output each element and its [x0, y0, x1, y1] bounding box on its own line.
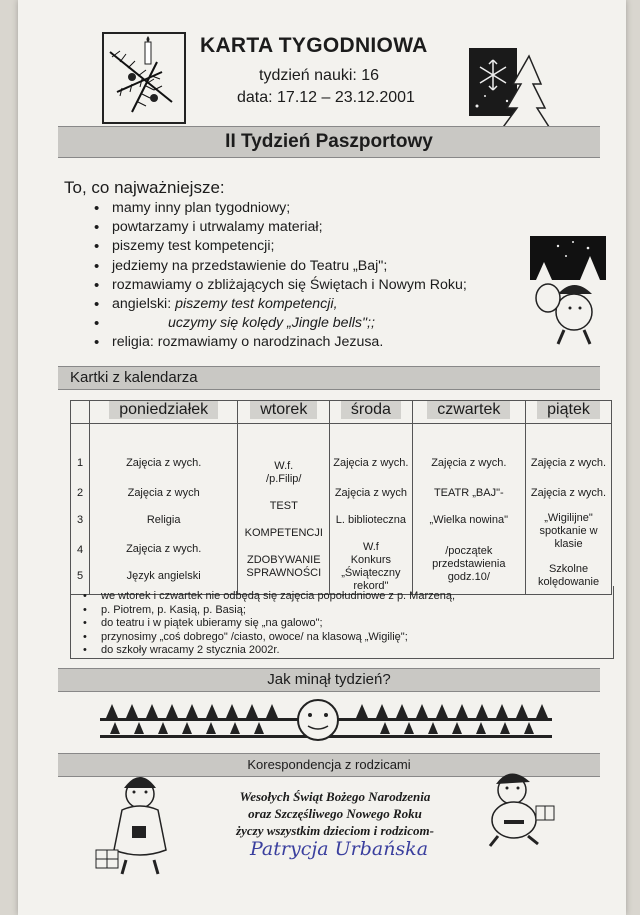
date-range: data: 17.12 – 23.12.2001 — [237, 89, 415, 106]
calendar-heading: Kartki z kalendarza — [70, 369, 198, 386]
thursday-cell: Zajęcia z wych. TEATR „BAJ"- „Wielka nowina" /początek przedstawienia godz.10/ — [412, 424, 525, 595]
day-header-tuesday: wtorek — [238, 401, 330, 424]
calendar-banner — [58, 366, 600, 390]
list-item-english: • angielski: piszemy test kompetencji, — [88, 295, 528, 314]
calendar-table — [70, 400, 612, 595]
important-list — [88, 199, 528, 353]
santa-gifts-icon — [92, 770, 180, 880]
row-numbers: 1 2 3 4 5 — [71, 424, 90, 595]
day-header-monday: poniedziałek — [90, 401, 238, 424]
greeting — [170, 788, 500, 839]
smiley-face-icon — [298, 700, 338, 740]
number-column-header — [71, 401, 90, 424]
note-item: • przynosimy „coś dobrego" /ciasto, owoce/ na klasową „Wigilię"; — [101, 631, 613, 645]
day-header-friday: piątek — [526, 401, 612, 424]
wednesday-cell: Zajęcia z wych. Zajęcia z wych L. biblioteczna W.f Konkurs „Świąteczny rekord" — [330, 424, 412, 595]
greeting-line: Wesołych Świąt Bożego Narodzenia — [239, 789, 431, 804]
list-item: • mamy inny plan tygodniowy; — [88, 199, 528, 218]
friday-cell: Zajęcia z wych. Zajęcia z wych. „Wigilijne" spotkanie w klasie Szkolne kolędowanie — [526, 424, 612, 595]
list-item: • piszemy test kompetencji; — [88, 237, 528, 256]
teacher-signature: Patrycja Urbańska — [250, 838, 429, 860]
list-item: • powtarzamy i utrwalamy materiał; — [88, 218, 528, 237]
page-title: KARTA TYGODNIOWA — [200, 34, 428, 57]
day-header-thursday: czwartek — [412, 401, 525, 424]
list-item: • religia: rozmawiamy o narodzinach Jezusa. — [88, 333, 528, 352]
list-item: • rozmawiamy o zbliżających się Świętach i Nowym Roku; — [88, 276, 528, 295]
banner-title: II Tydzień Paszportowy — [225, 131, 433, 152]
monday-cell: Zajęcia z wych. Zajęcia z wych Religia Zajęcia z wych. Język angielski — [90, 424, 238, 595]
day-header-wednesday: środa — [330, 401, 412, 424]
important-heading: To, co najważniejsze: — [64, 178, 225, 197]
week-number: tydzień nauki: 16 — [259, 67, 380, 84]
note-item-cont: • p. Piotrem, p. Kasią, p. Basią; — [101, 604, 613, 618]
list-item: • jedziemy na przedstawienie do Teatru „Baj"; — [88, 257, 528, 276]
snowflake-tree-icon — [467, 46, 551, 138]
week-review-heading: Jak minął tydzień? — [267, 671, 391, 688]
title-banner — [58, 126, 600, 158]
week-review-banner — [58, 668, 600, 692]
tree-border-icon — [96, 698, 556, 744]
candle-branch-icon — [102, 32, 186, 124]
tuesday-cell: W.f. /p.Filip/ TEST KOMPETENCJI ZDOBYWANIE SPRAWNOŚCI — [238, 424, 330, 595]
calendar-notes — [70, 586, 614, 659]
correspondence-heading: Korespondencja z rodzicami — [247, 757, 411, 772]
note-item: • we wtorek i czwartek nie odbędą się zajęcia popołudniowe z p. Marzeną, — [101, 590, 613, 604]
note-item: • do teatru i w piątek ubieramy się „na galowo"; — [101, 617, 613, 631]
greeting-line: życzy wszystkim dzieciom i rodzicom- — [236, 823, 434, 838]
list-item-english-cont: • uczymy się kolędy „Jingle bells";; — [88, 314, 528, 333]
greeting-line: oraz Szczęśliwego Nowego Roku — [248, 806, 422, 821]
note-item: • do szkoły wracamy 2 stycznia 2002r. — [101, 644, 613, 658]
santa-sleigh-icon — [528, 234, 612, 352]
